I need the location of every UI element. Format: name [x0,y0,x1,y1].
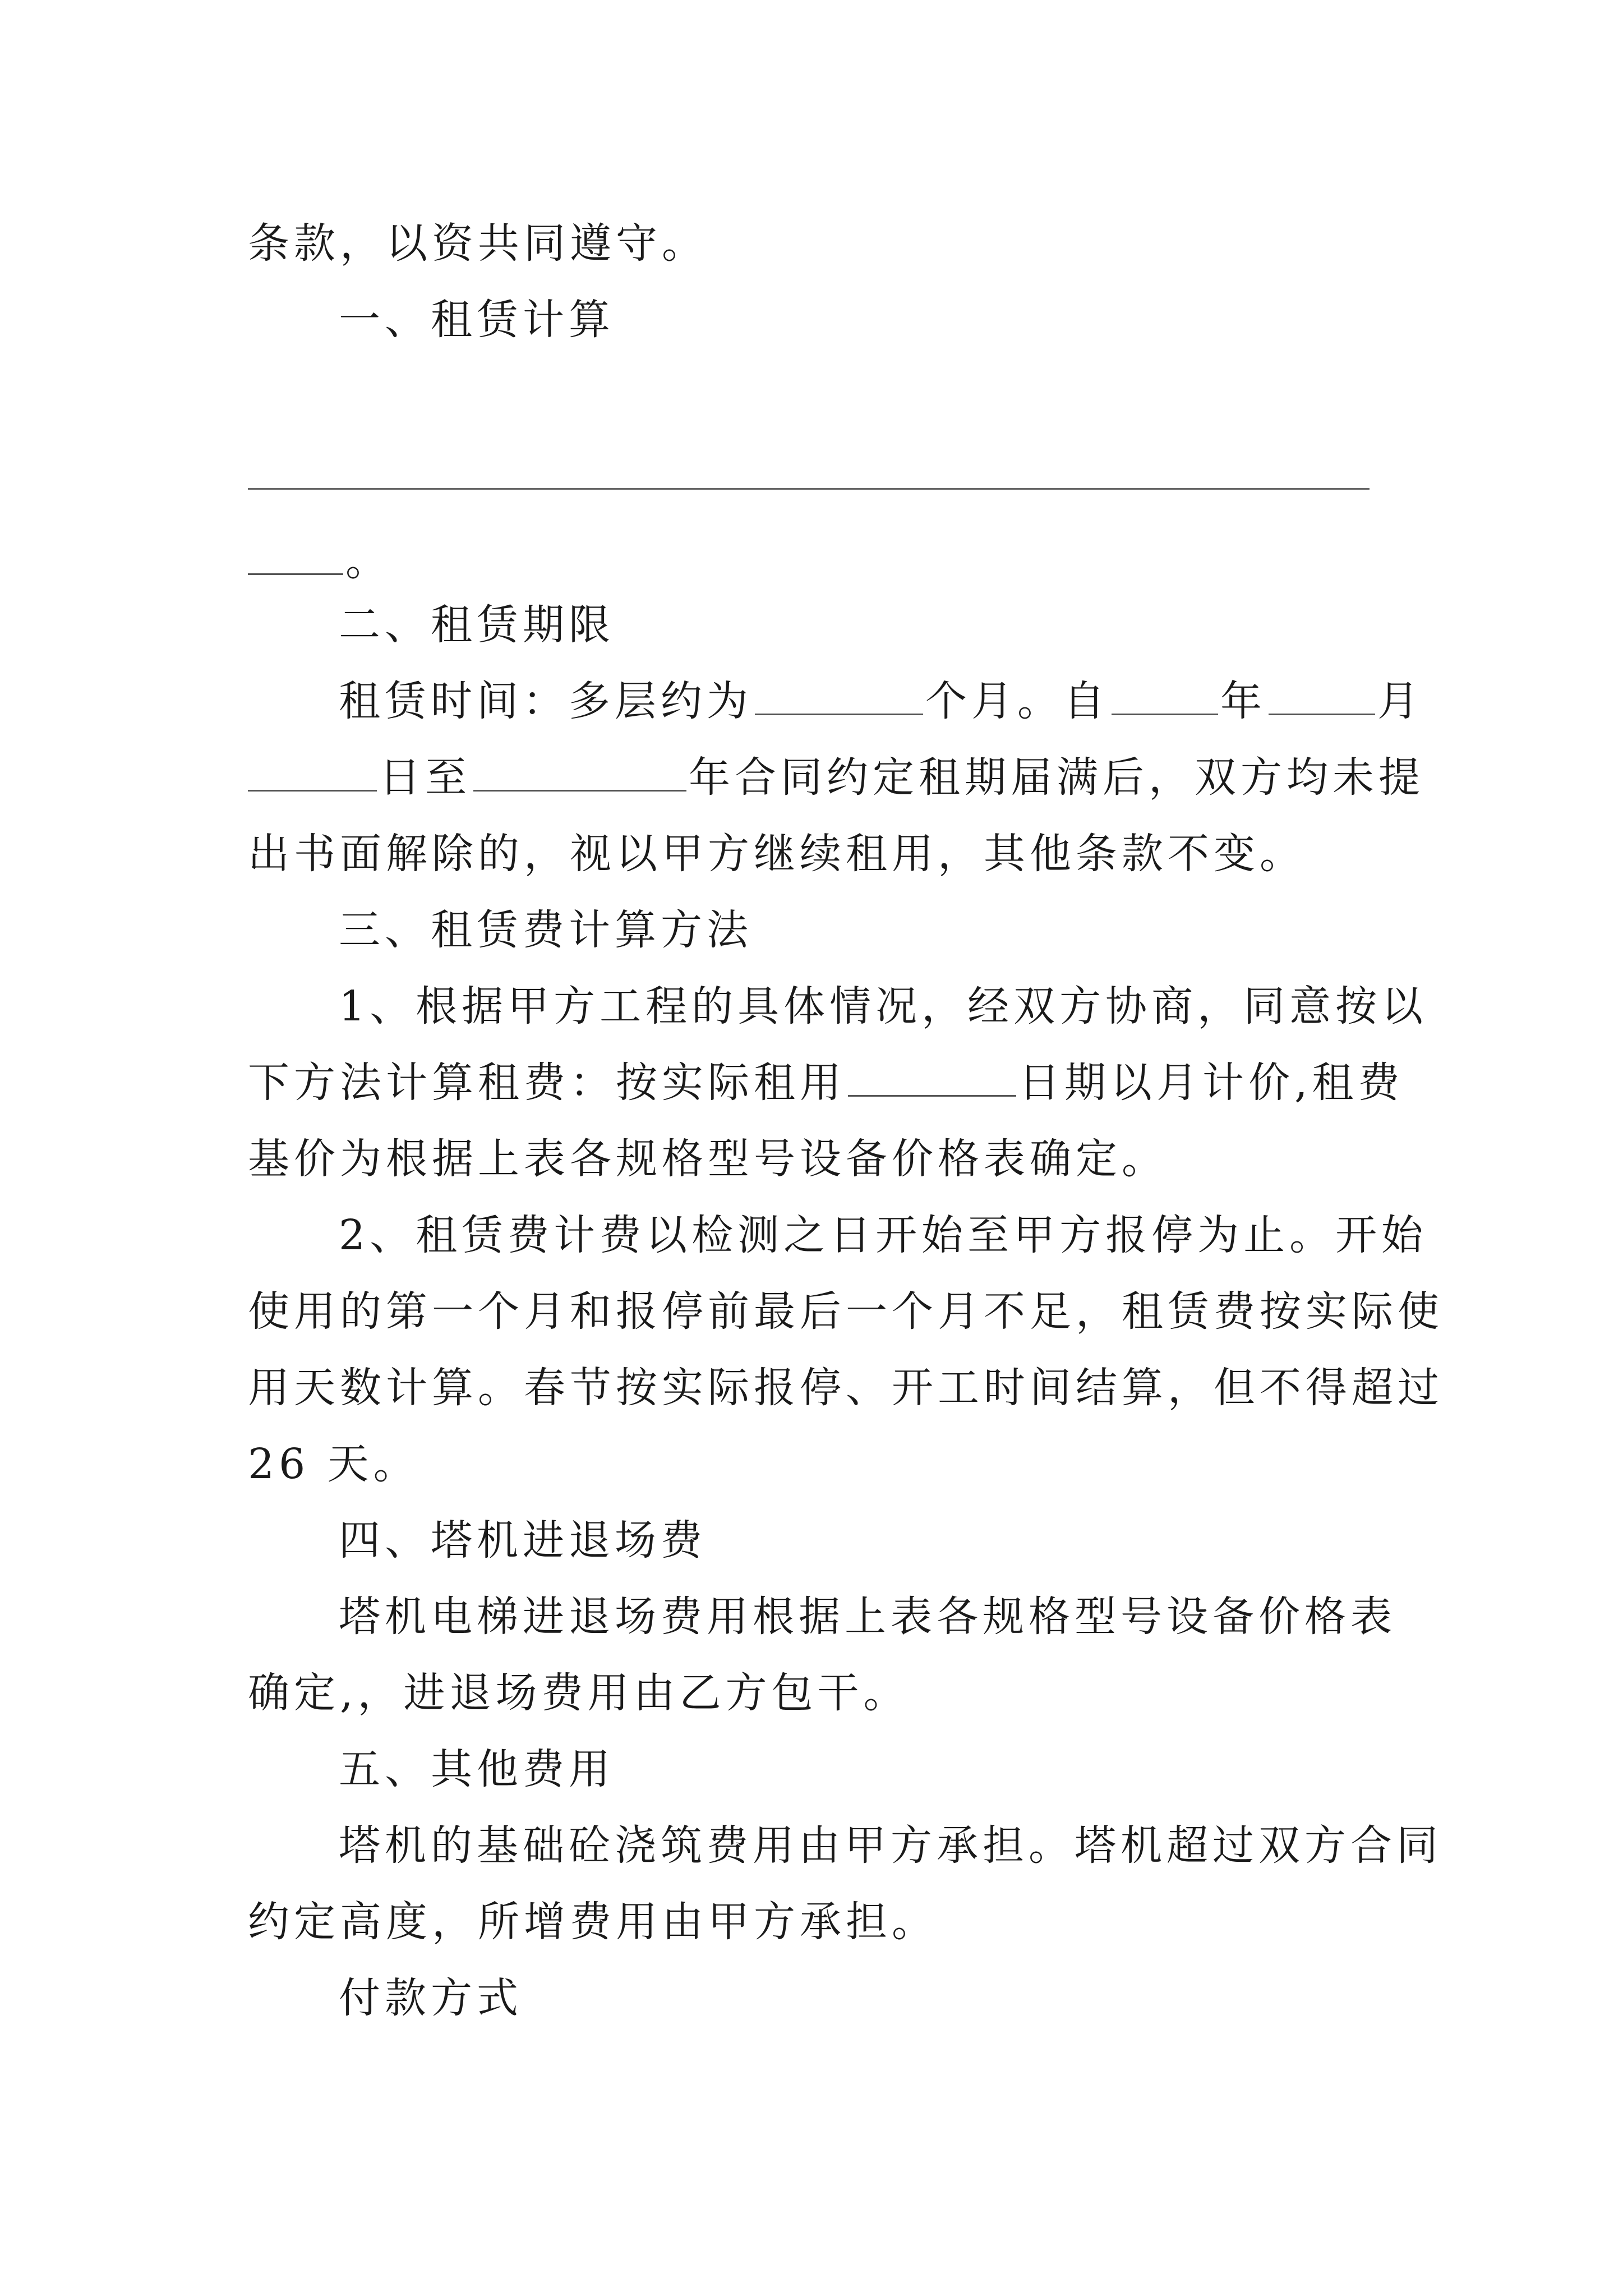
section-heading-lease-term: 二、租赁期限 [339,601,615,649]
fill-blank [1112,679,1218,715]
text-fragment: 日期以月计价,租费 [1018,1059,1404,1107]
section-heading-fee-method: 三、租赁费计算方法 [339,906,753,954]
fill-blank [248,539,343,575]
text-line-11: 基价为根据上表各规格型号设备价格表确定。 [248,1135,1168,1183]
text-fragment: 年 [1220,677,1266,725]
text-line-17: 塔机电梯进退场费用根据上表各规格型号设备价格表 [339,1593,1396,1641]
section-heading-lease-calculation: 一、租赁计算 [339,296,615,344]
text-fragment: 个月。自 [925,677,1109,725]
text-line-actual-rent [248,1055,1404,1111]
text-line-7: 出书面解除的，视以甲方继续租用，其他条款不变。 [248,830,1306,878]
text-fragment: 租赁时间：多层约为 [339,677,753,725]
fill-blank [248,755,377,792]
fill-blank [473,755,686,792]
section-heading-tower-crane-fee: 四、塔机进退场费 [339,1516,707,1565]
text-line-20: 塔机的基础砼浇筑费用由甲方承担。塔机超过双方合同 [339,1821,1442,1870]
fill-blank [755,679,923,715]
text-line-12: 2、租赁费计费以检测之日开始至甲方报停为止。开始 [339,1211,1428,1259]
text-line-date-range [248,749,1424,806]
text-line-1: 条款，以资共同遵守。 [248,219,708,268]
text-line-13: 使用的第一个月和报停前最后一个月不足，租赁费按实际使 [248,1287,1444,1336]
text-fragment: 月 [1377,677,1423,725]
fill-blank [1269,679,1375,715]
text-line-15: 26 天。 [248,1440,419,1488]
text-line-21: 约定高度，所增费用由甲方承担。 [248,1898,938,1946]
fill-blank [848,1060,1016,1097]
text-fragment: 下方法计算租费：按实际租用 [248,1059,846,1107]
text-line-blank-end [248,533,1392,589]
text-fragment: 。 [345,537,391,585]
section-heading-other-fees: 五、其他费用 [339,1745,615,1793]
text-fragment: 日至 [379,753,471,802]
fill-in-rule-line [248,488,1370,490]
section-heading-payment-method: 付款方式 [339,1974,523,2022]
text-line-9: 1、根据甲方工程的具体情况，经双方协商，同意按以 [339,982,1428,1030]
text-line-lease-time [339,673,1483,729]
text-line-18: 确定,，进退场费用由乙方包干。 [248,1669,910,1717]
text-line-14: 用天数计算。春节按实际报停、开工时间结算，但不得超过 [248,1364,1444,1412]
text-fragment: 年合同约定租期届满后，双方均未提 [689,753,1424,802]
